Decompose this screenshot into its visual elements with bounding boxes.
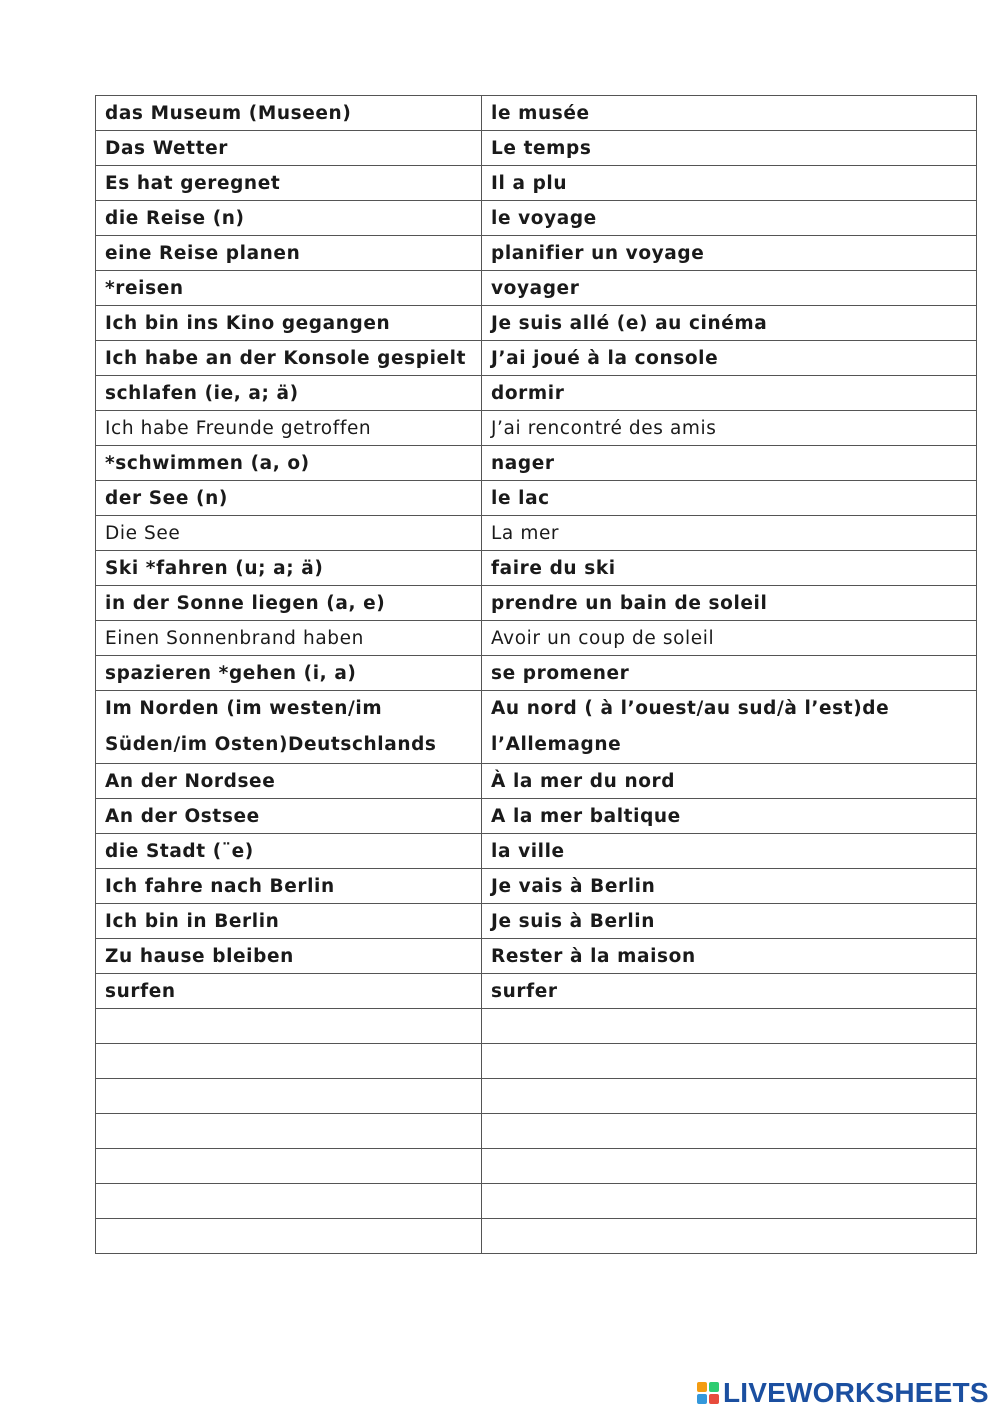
german-cell: Die See	[96, 516, 482, 551]
french-cell	[482, 1079, 977, 1114]
table-row	[96, 131, 977, 166]
german-cell	[96, 1149, 482, 1184]
french-cell	[482, 1219, 977, 1254]
table-row	[96, 691, 977, 764]
table-row	[96, 764, 977, 799]
german-cell: Das Wetter	[96, 131, 482, 166]
french-cell: le voyage	[482, 201, 977, 236]
table-row	[96, 201, 977, 236]
french-cell: faire du ski	[482, 551, 977, 586]
french-cell: J’ai joué à la console	[482, 341, 977, 376]
table-row	[96, 1114, 977, 1149]
french-cell: À la mer du nord	[482, 764, 977, 799]
table-row	[96, 834, 977, 869]
french-cell: le lac	[482, 481, 977, 516]
german-cell: Ich bin in Berlin	[96, 904, 482, 939]
french-cell: surfer	[482, 974, 977, 1009]
logo-square-3	[697, 1394, 707, 1404]
table-row	[96, 481, 977, 516]
vocabulary-table	[95, 95, 977, 1254]
german-cell: An der Nordsee	[96, 764, 482, 799]
french-cell: Je suis allé (e) au cinéma	[482, 306, 977, 341]
table-row	[96, 1044, 977, 1079]
table-row	[96, 1079, 977, 1114]
french-cell: planifier un voyage	[482, 236, 977, 271]
german-cell: spazieren *gehen (i, a)	[96, 656, 482, 691]
german-cell	[96, 1079, 482, 1114]
german-cell: das Museum (Museen)	[96, 96, 482, 131]
french-cell: J’ai rencontré des amis	[482, 411, 977, 446]
logo-square-4	[709, 1394, 719, 1404]
french-cell: se promener	[482, 656, 977, 691]
table-row	[96, 166, 977, 201]
logo-square-2	[709, 1382, 719, 1392]
vocabulary-table-body	[96, 96, 977, 1254]
table-row	[96, 939, 977, 974]
french-cell: voyager	[482, 271, 977, 306]
table-row	[96, 799, 977, 834]
french-cell	[482, 1044, 977, 1079]
table-row	[96, 586, 977, 621]
french-cell: Je suis à Berlin	[482, 904, 977, 939]
german-cell	[96, 1219, 482, 1254]
german-cell	[96, 1044, 482, 1079]
german-cell: Ich fahre nach Berlin	[96, 869, 482, 904]
liveworksheets-logo-icon	[697, 1382, 719, 1404]
table-row	[96, 376, 977, 411]
logo-text: LIVEWORKSHEETS	[723, 1377, 989, 1408]
table-row	[96, 904, 977, 939]
french-cell: A la mer baltique	[482, 799, 977, 834]
french-cell: la ville	[482, 834, 977, 869]
french-cell	[482, 1009, 977, 1044]
french-cell: Au nord ( à l’ouest/au sud/à l’est)de l’Allemagne	[482, 691, 977, 764]
german-cell: die Stadt (¨e)	[96, 834, 482, 869]
table-row	[96, 306, 977, 341]
table-row	[96, 974, 977, 1009]
french-cell: Je vais à Berlin	[482, 869, 977, 904]
german-cell: *reisen	[96, 271, 482, 306]
french-cell: nager	[482, 446, 977, 481]
french-cell	[482, 1149, 977, 1184]
french-cell	[482, 1114, 977, 1149]
table-row	[96, 869, 977, 904]
table-row	[96, 656, 977, 691]
table-row	[96, 341, 977, 376]
german-cell: *schwimmen (a, o)	[96, 446, 482, 481]
german-cell: surfen	[96, 974, 482, 1009]
french-cell: La mer	[482, 516, 977, 551]
french-cell: le musée	[482, 96, 977, 131]
german-cell	[96, 1114, 482, 1149]
table-row	[96, 236, 977, 271]
french-cell: dormir	[482, 376, 977, 411]
german-cell: in der Sonne liegen (a, e)	[96, 586, 482, 621]
liveworksheets-logo	[697, 1376, 989, 1410]
table-row	[96, 411, 977, 446]
german-cell: Ich habe Freunde getroffen	[96, 411, 482, 446]
german-cell: der See (n)	[96, 481, 482, 516]
french-cell: Il a plu	[482, 166, 977, 201]
french-cell: Avoir un coup de soleil	[482, 621, 977, 656]
table-row	[96, 271, 977, 306]
german-cell: eine Reise planen	[96, 236, 482, 271]
german-cell: schlafen (ie, a; ä)	[96, 376, 482, 411]
french-cell: Le temps	[482, 131, 977, 166]
table-row	[96, 96, 977, 131]
french-cell: prendre un bain de soleil	[482, 586, 977, 621]
german-cell	[96, 1009, 482, 1044]
table-row	[96, 1149, 977, 1184]
table-row	[96, 1219, 977, 1254]
table-row	[96, 1184, 977, 1219]
german-cell: Es hat geregnet	[96, 166, 482, 201]
table-row	[96, 1009, 977, 1044]
german-cell: Ich bin ins Kino gegangen	[96, 306, 482, 341]
french-cell	[482, 1184, 977, 1219]
german-cell: Ich habe an der Konsole gespielt	[96, 341, 482, 376]
table-row	[96, 621, 977, 656]
german-cell: An der Ostsee	[96, 799, 482, 834]
table-row	[96, 516, 977, 551]
french-cell: Rester à la maison	[482, 939, 977, 974]
german-cell: Im Norden (im westen/im Süden/im Osten)Deutschlands	[96, 691, 482, 764]
german-cell: Einen Sonnenbrand haben	[96, 621, 482, 656]
german-cell: Zu hause bleiben	[96, 939, 482, 974]
german-cell: die Reise (n)	[96, 201, 482, 236]
table-row	[96, 551, 977, 586]
german-cell	[96, 1184, 482, 1219]
logo-square-1	[697, 1382, 707, 1392]
german-cell: Ski *fahren (u; a; ä)	[96, 551, 482, 586]
table-row	[96, 446, 977, 481]
